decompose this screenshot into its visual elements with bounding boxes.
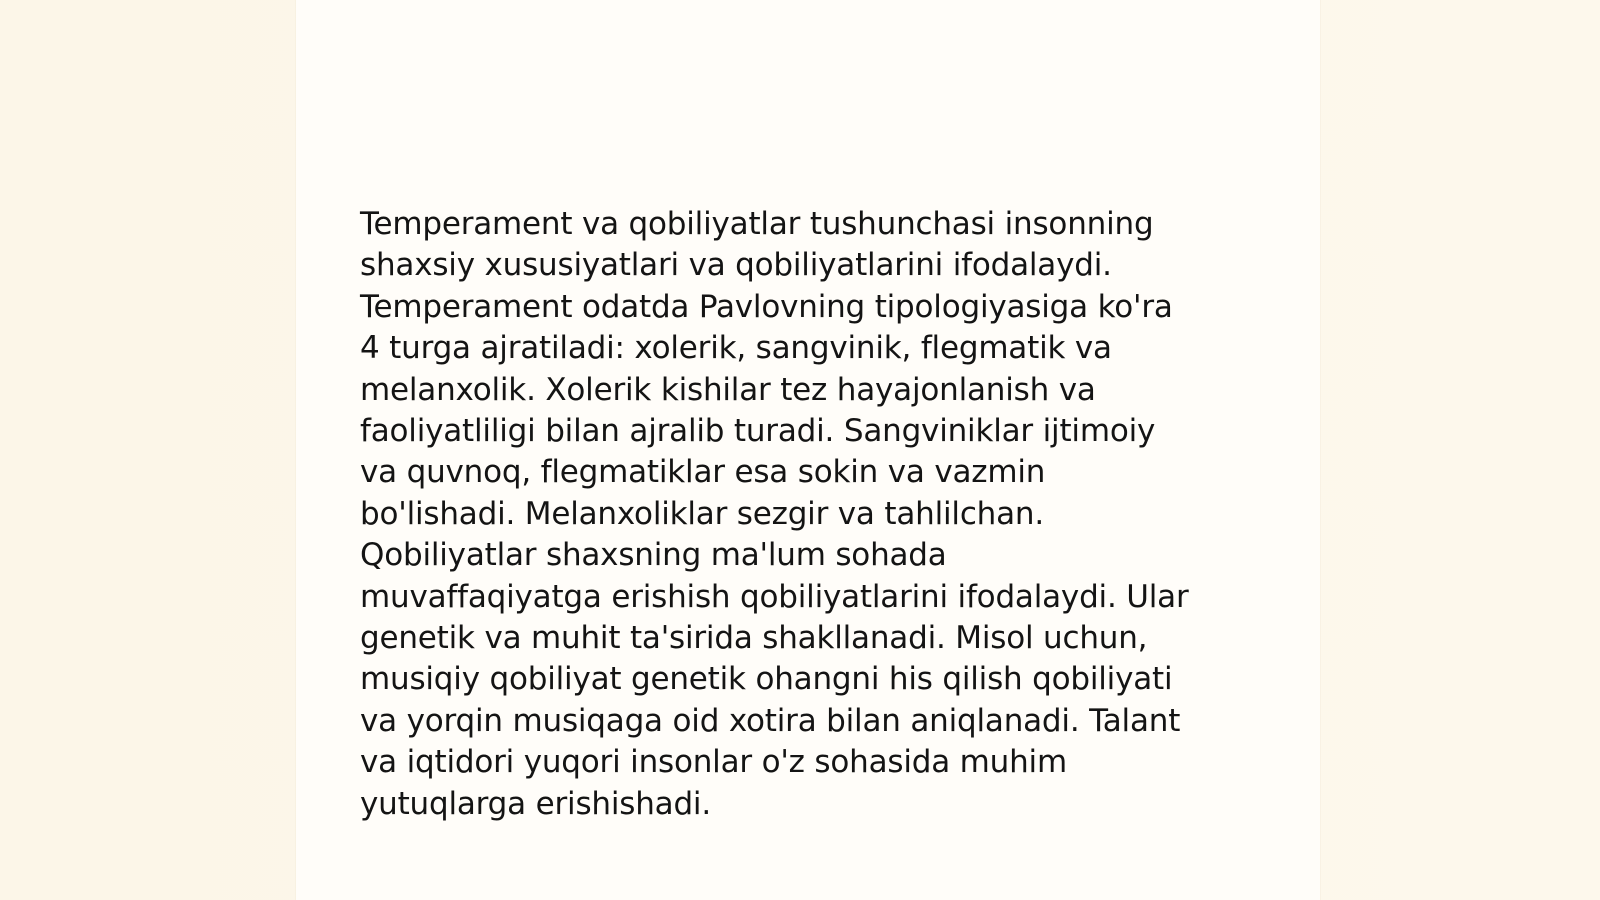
- text-line: genetik va muhit ta'sirida shakllanadi. Misol uchun,: [360, 620, 1148, 657]
- text-line: bo'lishadi. Melanxoliklar sezgir va tahlilchan.: [360, 495, 1045, 532]
- text-line: faoliyatliligi bilan ajralib turadi. Sangviniklar ijtimoiy: [360, 413, 1156, 450]
- text-line: va quvnoq, flegmatiklar esa sokin va vazmin: [360, 454, 1046, 491]
- text-line: 4 turga ajratiladi: xolerik, sangvinik, flegmatik va: [360, 330, 1112, 367]
- text-line: yutuqlarga erishishadi.: [360, 785, 711, 822]
- text-line: Temperament odatda Pavlovning tipologiyasiga ko'ra: [360, 288, 1173, 325]
- text-line: shaxsiy xususiyatlari va qobiliyatlarini ifodalaydi.: [360, 247, 1112, 284]
- text-line: Temperament va qobiliyatlar tushunchasi insonning: [360, 206, 1154, 242]
- text-line: melanxolik. Xolerik kishilar tez hayajonlanish va: [360, 371, 1096, 408]
- text-line: muvaffaqiyatga erishish qobiliyatlarini ifodalaydi. Ular: [360, 578, 1189, 615]
- text-line: va yorqin musiqaga oid xotira bilan aniqlanadi. Talant: [360, 702, 1181, 739]
- slide-body-text: [360, 204, 1250, 825]
- text-line: musiqiy qobiliyat genetik ohangni his qilish qobiliyati: [360, 661, 1173, 698]
- text-line: va iqtidori yuqori insonlar o'z sohasida muhim: [360, 744, 1067, 781]
- slide-canvas: [296, 0, 1320, 900]
- text-line: Qobiliyatlar shaxsning ma'lum sohada: [360, 537, 947, 574]
